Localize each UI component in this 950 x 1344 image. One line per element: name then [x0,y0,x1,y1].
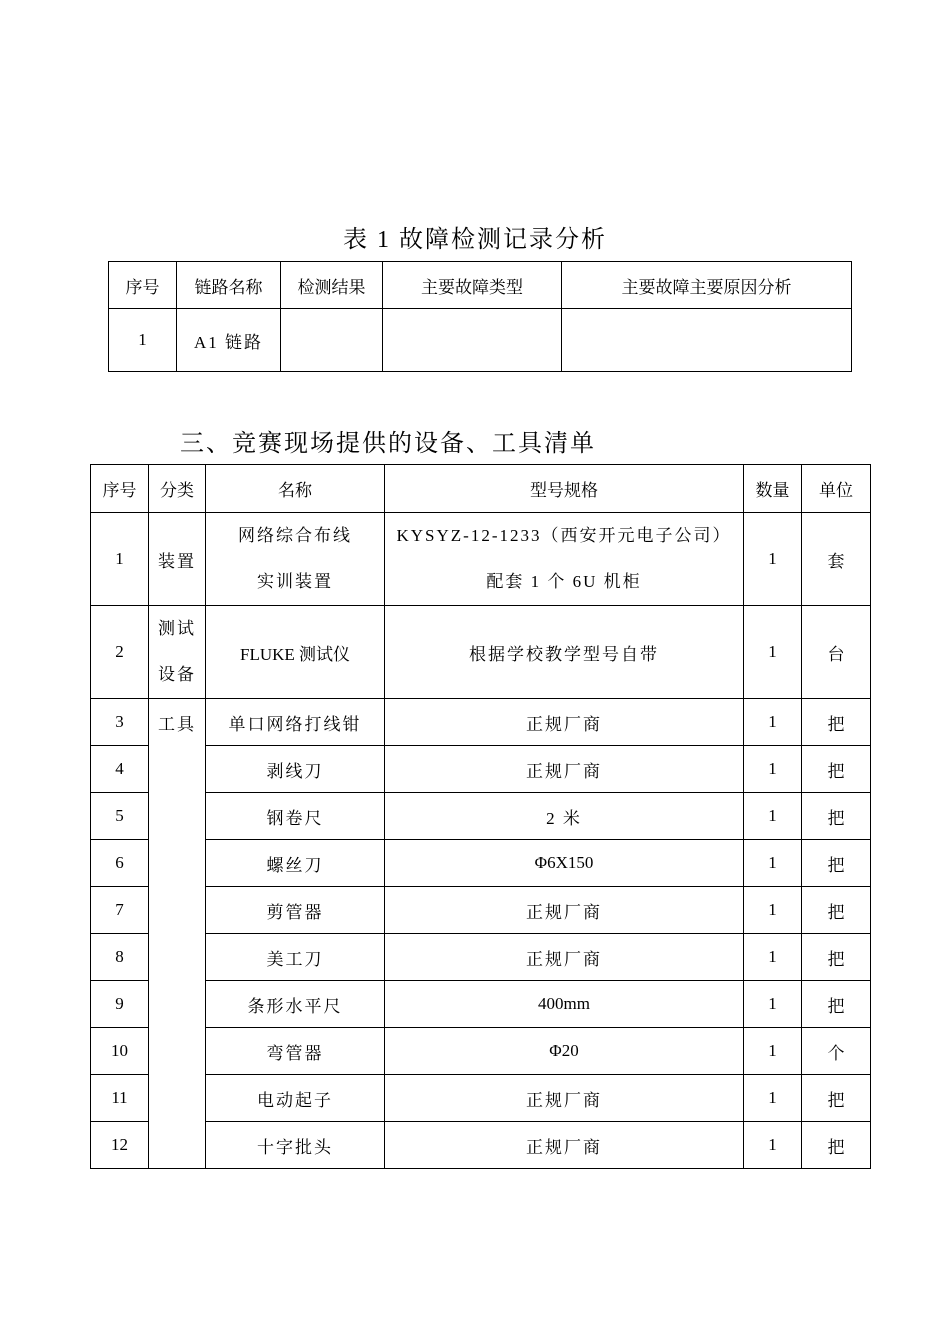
cell-no: 7 [91,887,149,934]
header-cell-name: 名称 [206,465,385,513]
equipment-tools-table [90,464,871,1169]
cell-unit: 把 [802,981,871,1028]
header-cell-no: 序号 [91,465,149,513]
cell-unit: 把 [802,840,871,887]
cell-unit: 把 [802,1122,871,1169]
cell-no: 4 [91,746,149,793]
cell-qty: 1 [744,746,802,793]
cell-fault-type [383,309,562,372]
cell-qty: 1 [744,887,802,934]
cell-spec: 2 米 [385,793,744,840]
cell-category-line1: 测试 [158,619,196,638]
table-row [91,981,871,1028]
header-cell-cause: 主要故障主要原因分析 [562,262,852,309]
cell-spec: Φ20 [385,1028,744,1075]
cell-unit: 把 [802,746,871,793]
cell-no: 12 [91,1122,149,1169]
table-row [91,934,871,981]
cell-spec: 正规厂商 [385,1122,744,1169]
cell-name: 剪管器 [206,887,385,934]
cell-unit: 把 [802,934,871,981]
header-cell-category: 分类 [149,465,206,513]
cell-no: 10 [91,1028,149,1075]
cell-name: 电动起子 [206,1075,385,1122]
cell-name-line2: 实训装置 [257,572,333,591]
cell-qty: 1 [744,1028,802,1075]
cell-name-line1: 网络综合布线 [238,526,352,545]
cell-unit: 把 [802,793,871,840]
cell-no: 8 [91,934,149,981]
cell-category-line2: 设备 [158,665,196,684]
cell-name: 十字批头 [206,1122,385,1169]
cell-spec: 正规厂商 [385,746,744,793]
table-row [91,1122,871,1169]
cell-no: 9 [91,981,149,1028]
cell-name: 条形水平尺 [206,981,385,1028]
cell-category [149,606,206,699]
cell-spec: 400mm [385,981,744,1028]
table-row [91,746,871,793]
cell-cause [562,309,852,372]
cell-spec [385,513,744,606]
cell-name: 弯管器 [206,1028,385,1075]
table-header-row [91,465,871,513]
cell-unit: 台 [802,606,871,699]
section-title: 三、竞赛现场提供的设备、工具清单 [180,431,596,457]
cell-name: 螺丝刀 [206,840,385,887]
cell-no: 5 [91,793,149,840]
cell-qty: 1 [744,793,802,840]
table-row [109,309,852,372]
cell-spec: 正规厂商 [385,699,744,746]
table-row [91,606,871,699]
cell-result [281,309,383,372]
header-cell-fault-type: 主要故障类型 [383,262,562,309]
cell-unit: 把 [802,699,871,746]
header-cell-spec: 型号规格 [385,465,744,513]
table1-caption: 表 1 故障检测记录分析 [343,227,607,253]
cell-qty: 1 [744,606,802,699]
table-header-row [109,262,852,309]
header-cell-unit: 单位 [802,465,871,513]
header-cell-no: 序号 [109,262,177,309]
cell-qty: 1 [744,840,802,887]
cell-spec: 正规厂商 [385,887,744,934]
cell-category: 装置 [149,513,206,606]
table-row [91,513,871,606]
table-row [91,887,871,934]
cell-name [206,513,385,606]
cell-no: 2 [91,606,149,699]
table-row [91,1028,871,1075]
cell-name: 钢卷尺 [206,793,385,840]
cell-link-name: A1 链路 [177,309,281,372]
cell-no: 1 [91,513,149,606]
cell-name: 剥线刀 [206,746,385,793]
cell-qty: 1 [744,934,802,981]
cell-spec: 根据学校教学型号自带 [385,606,744,699]
cell-unit: 把 [802,887,871,934]
table-row [91,840,871,887]
cell-unit: 套 [802,513,871,606]
cell-qty: 1 [744,1122,802,1169]
header-cell-link-name: 链路名称 [177,262,281,309]
header-cell-result: 检测结果 [281,262,383,309]
cell-no: 3 [91,699,149,746]
cell-unit: 个 [802,1028,871,1075]
cell-name: 美工刀 [206,934,385,981]
cell-qty: 1 [744,513,802,606]
cell-qty: 1 [744,1075,802,1122]
cell-qty: 1 [744,699,802,746]
cell-no: 6 [91,840,149,887]
cell-name: 单口网络打线钳 [206,699,385,746]
cell-spec: 正规厂商 [385,934,744,981]
cell-no: 1 [109,309,177,372]
cell-spec-line1: KYSYZ-12-1233（西安开元电子公司） [396,526,732,545]
header-cell-qty: 数量 [744,465,802,513]
cell-spec: 正规厂商 [385,1075,744,1122]
cell-unit: 把 [802,1075,871,1122]
table-row [91,793,871,840]
cell-category-tools: 工具 [149,699,206,1169]
cell-qty: 1 [744,981,802,1028]
cell-name: FLUKE 测试仪 [206,606,385,699]
table-row [91,699,871,746]
table-row [91,1075,871,1122]
cell-spec: Φ6X150 [385,840,744,887]
fault-detection-table [108,261,852,372]
cell-no: 11 [91,1075,149,1122]
cell-spec-line2: 配套 1 个 6U 机柜 [486,572,642,591]
